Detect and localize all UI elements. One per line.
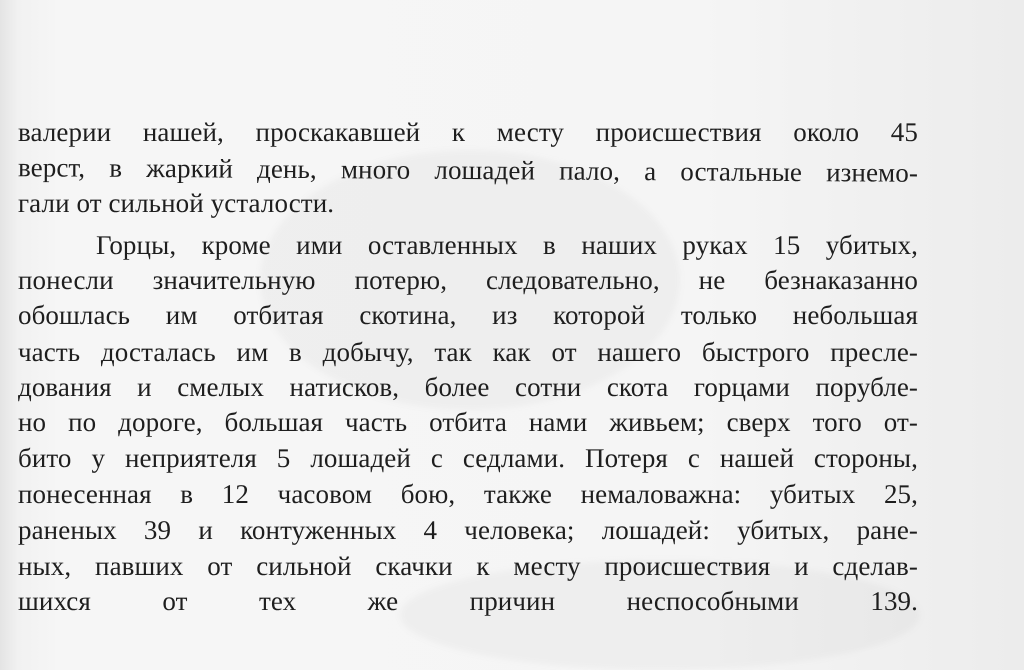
text-line: понесли значительную потерю, следовательно, не безнаказанно	[18, 265, 918, 295]
text-line: дования и смелых натисков, более сотни скота горцами порубле-	[18, 372, 918, 402]
text-line: раненых 39 и контуженных 4 человека; лошадей: убитых, ране-	[18, 515, 918, 545]
text-line: понесенная в 12 часовом бою, также немаловажна: убитых 25,	[18, 479, 918, 509]
text-line: валерии нашей, проскакавшей к месту происшествия около 45	[18, 117, 918, 147]
text-line: бито у неприятеля 5 лошадей с седлами. Потеря с нашей стороны,	[18, 443, 918, 473]
text-line: часть досталась им в добычу, так как от нашего быстрого пресле-	[18, 337, 918, 367]
text-line: гали от сильной усталости.	[18, 188, 335, 218]
text-line: шихся от тех же причин неспособными 139.	[18, 586, 918, 616]
text-line: ных, павших от сильной скачки к месту происшествия и сделав-	[18, 551, 918, 581]
text-line: но по дороге, большая часть отбита нами живьем; сверх того от-	[18, 407, 918, 437]
text-line: Горцы, кроме ими оставленных в наших руках 15 убитых,	[96, 230, 918, 260]
text-line: верст, в жаркий день, много лошадей пало, а остальные изнемо-	[17, 152, 919, 188]
text-line: обошлась им отбитая скотина, из которой только небольшая	[18, 300, 918, 330]
